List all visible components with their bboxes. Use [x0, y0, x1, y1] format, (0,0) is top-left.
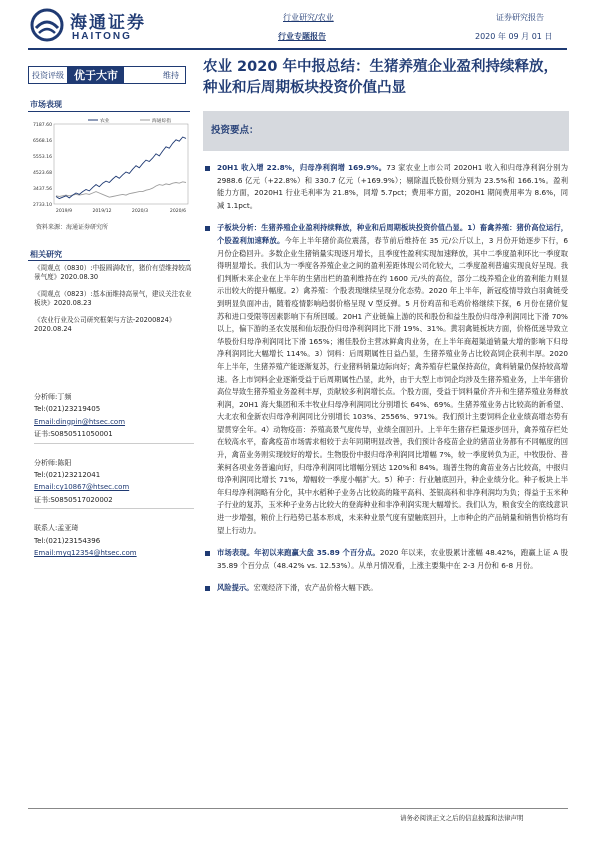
rating-status: 维持 [163, 70, 179, 80]
key-point-lead: 市场表现。年初以来跑赢大盘 35.89 个百分点。 [217, 548, 380, 558]
analyst-divider [34, 508, 194, 522]
analyst-name: 分析师:陈阳 [34, 458, 72, 467]
report-type: 行业专题报告 [278, 32, 326, 41]
analyst-cert: 证书:S0850511050001 [34, 430, 113, 439]
y-tick-label: 7187.60 [33, 123, 52, 128]
related-report-item[interactable]: 《周观点（0830）:中报圆满收官，猪价有望维持较高景气度》2020.08.30 [34, 264, 192, 281]
bullet-icon [205, 586, 210, 591]
analyst-card [34, 457, 194, 507]
related-report-item[interactable]: 《周观点（0823）:基本面维持高景气，建议关注农业板块》2020.08.23 [34, 290, 192, 307]
chart-source: 资料来源：海通证券研究所 [36, 224, 109, 231]
key-point-text: 宏观经济下滑，农产品价格大幅下跌。 [253, 583, 378, 593]
industry-category: 行业研究/农业 [283, 13, 334, 22]
related-title-divider [28, 260, 190, 261]
footer-disclaimer: 请务必阅读正文之后的信息披露和法律声明 [400, 814, 524, 822]
haitong-logo [28, 6, 198, 46]
related-research-title: 相关研究 [30, 250, 62, 259]
analyst-tel: Tel:(021)23212041 [34, 471, 101, 480]
analyst-tel: Tel:(021)23219405 [34, 405, 101, 414]
haitong-logo-icon [30, 8, 64, 42]
report-body [202, 162, 568, 595]
report-title: 农业 2020 年中报总结：生猪养殖企业盈利持续释放，种业和后周期板块投资价值凸显 [203, 59, 558, 96]
y-tick-label: 2733.10 [33, 203, 52, 208]
page-header [28, 6, 568, 50]
bullet-icon [205, 551, 210, 556]
series-line-agri [56, 137, 186, 199]
series-line-index [56, 182, 186, 197]
document-type: 证券研究报告 [496, 13, 544, 22]
y-tick-label: 6568.16 [33, 139, 52, 144]
rating-label: 投资评级 [29, 67, 68, 83]
analyst-email[interactable]: Email:dingpin@htsec.com [34, 417, 126, 426]
legend-label: 海通综指 [152, 119, 172, 124]
analyst-tel: Tel:(021)23154396 [34, 536, 101, 545]
logo-text-en: HAITONG [72, 31, 132, 42]
analyst-cert: 证书:S0850517020002 [34, 495, 113, 504]
y-tick-label: 3437.56 [33, 187, 52, 192]
related-reports-list [34, 264, 194, 342]
bullet-icon [205, 166, 210, 171]
key-point-revenue [202, 162, 568, 212]
key-point-text: 今年上半年猪价高位震荡，春节前后维持在 35 元/公斤以上，3 月份开始逐步下行，6 月份企稳回升。多数企业生猪销量实现逐月增长，且季度性盈利实现加速释放，其中二季度盈利环比一季度取得明显增长。我们认为一季度各养殖企业之间的盈利差距体现公司化较大，二季度盈利普遍实现良好呈现。我们判断未来企业在上半年的生猪出栏的盈利维持在约 1600 元/头的高位，部分二线养殖企业的盈利能力则显示出较大的提升幅度。2）禽养殖：个股表现继续呈现分化态势。2020 年上半年，新冠疫情导致白羽禽链受到明显负面冲击，随着疫情影响趋弱价格呈现 V 型反弹。5 月份鸡苗和毛鸡价格继续下探，6 月份在猪价复苏和进口受限等因素影响下有所回暖。20H1 产业链偏上游的民和股份和益生股份归母净利润同比下滑 70%以上，偏下游的圣农发展和仙坛股份归母净利润同比下滑 19%、31%。黄羽禽链板块方面，价格低迷导致立华股份归母净利润同比下滑 165%；湘佳股份主营冰鲜禽肉业务，在上半年商超渠道销量大增的影响下归母净利润同比大幅增长 114%。3）饲料：后周期属性日益凸显，生猪养殖业务占比较高饲企获利丰厚。2020 年上半年，生猪养殖产能逐渐复苏，行业猪料销量边际向好；禽养殖存栏量保持高位，禽料销量仍保持较高增速。各上市饲料企业逐渐受益于后周期属性凸显，此外，由于大型上市饲企均涉及生猪养殖业务，上半年猪价高位导致生猪养殖业务盈利丰厚，贡献较多利润增长点。个股方面，受益于饲料量价齐升和生猪养殖业务释放利润，20H1 海大集团和禾丰牧业归母净利润同比分别增长 64%、69%。生猪养殖业务占比较高的新希望、大北农和金新农归母净利润同比分别增长 103%、2556%、971%。我们预计主要饲料企业业绩高增态势有望贯穿全年。4）动物疫苗：养殖高景气度传导，业绩全面回升。上半年生猪存栏量逐步回升，禽养殖存栏处在较高水平，畜禽疫苗市场需求相较于去年同期明显改善，我们预计各疫苗企业的猪苗业务都有不同幅度的回升，禽苗业务则实现较好的增长。生物股份中报归母净利润同比增幅 7%，较一季度转负为正，中牧股份、普莱柯各项业务普遍向好，归母净利润同比增幅分别达 120%和 84%。瑞普生物的禽苗业务占比较高，中报归母净利润同比增长 71%，增幅较一季度小幅扩大。5）种子：行业触底回升，种企业绩分化。种子板块上半年归母净利润略有分化，其中水稻种子业务占比较高的隆平高科、荃银高科和非净利润均为负；得益于玉米种子行业的复苏，玉米种子业务占比较大的登海种业和非净利润实现大幅增长。我们认为，粮食安全的底线意识进一步增强，粮价上行趋势已基本形成，未来种业景气度有望触底回升，上市种企的产品销量和销售价格均有望上行动力。 [217, 235, 569, 535]
key-point-text: 2020 年以来，农业股累计涨幅 48.42%，跑赢上证 A 股 35.89 个百分点（48.42% vs. 12.53%）。从单月情况看，上涨主要集中在 2-3 月份和 6-8 月份。 [217, 548, 568, 570]
bullet-icon [205, 226, 210, 231]
report-date: 2020 年 09 月 01 日 [475, 32, 553, 41]
chart-plot-area [54, 124, 188, 204]
x-tick-label: 2019/9 [55, 209, 73, 214]
key-point-risk [202, 582, 568, 595]
y-tick-label: 4523.68 [33, 171, 52, 176]
analyst-card [34, 522, 194, 559]
summary-label: 投资要点： [211, 125, 259, 136]
header-divider [28, 48, 567, 50]
analyst-name: 联系人:孟亚琦 [34, 524, 79, 533]
rating-value: 优于大市 [68, 67, 124, 83]
key-point-lead: 风险提示。 [217, 583, 254, 593]
analyst-card [34, 391, 194, 441]
market-chart-svg [28, 118, 190, 222]
analyst-list [34, 391, 194, 559]
key-point-lead: 子板块分析：生猪养殖企业盈利持续释放，种业和后周期板块投资价值凸显。1）畜禽养殖：猪价高位运行，个股盈利加速释放。 [217, 223, 568, 245]
market-performance-title: 市场表现 [30, 100, 62, 109]
key-point-lead: 20H1 收入增 22.8%，归母净利润增 169.9%。 [217, 163, 387, 172]
x-tick-label: 2019/12 [92, 209, 112, 214]
x-tick-label: 2020/3 [131, 209, 149, 214]
related-report-item[interactable]: 《农业行业及公司研究框架与方法-20200824》2020.08.24 [34, 316, 176, 333]
market-performance-chart [28, 118, 190, 222]
key-point-subsectors [202, 222, 568, 537]
analyst-email[interactable]: Email:myq12354@htsec.com [34, 549, 137, 558]
y-tick-label: 5553.16 [33, 155, 52, 160]
legend-label: 农业 [100, 119, 110, 124]
x-tick-label: 2020/6 [169, 209, 187, 214]
key-point-text: 73 家农业上市公司 2020H1 收入和归母净利润分别为 2988.6 亿元（+22.8%）和 330.7 亿元（+169.9%）；剔除温氏股份则分别为 23.5%和 166.1%。盈利能力方面，2020H1 行业毛利率为 21.8%，同增 5.7pct；费用率方面，2020H1 期间费用率为 8.6%，同减 1.1pct。 [217, 163, 568, 210]
logo-text-cn: 海通证券 [70, 13, 146, 33]
summary-banner [203, 111, 569, 151]
analyst-divider [34, 443, 194, 457]
analyst-name: 分析师:丁频 [34, 393, 72, 401]
footer-divider [28, 808, 568, 809]
investment-rating [28, 66, 186, 84]
market-title-divider [28, 111, 190, 112]
analyst-email[interactable]: Email:cy10867@htsec.com [34, 483, 130, 492]
key-point-market [202, 547, 568, 572]
